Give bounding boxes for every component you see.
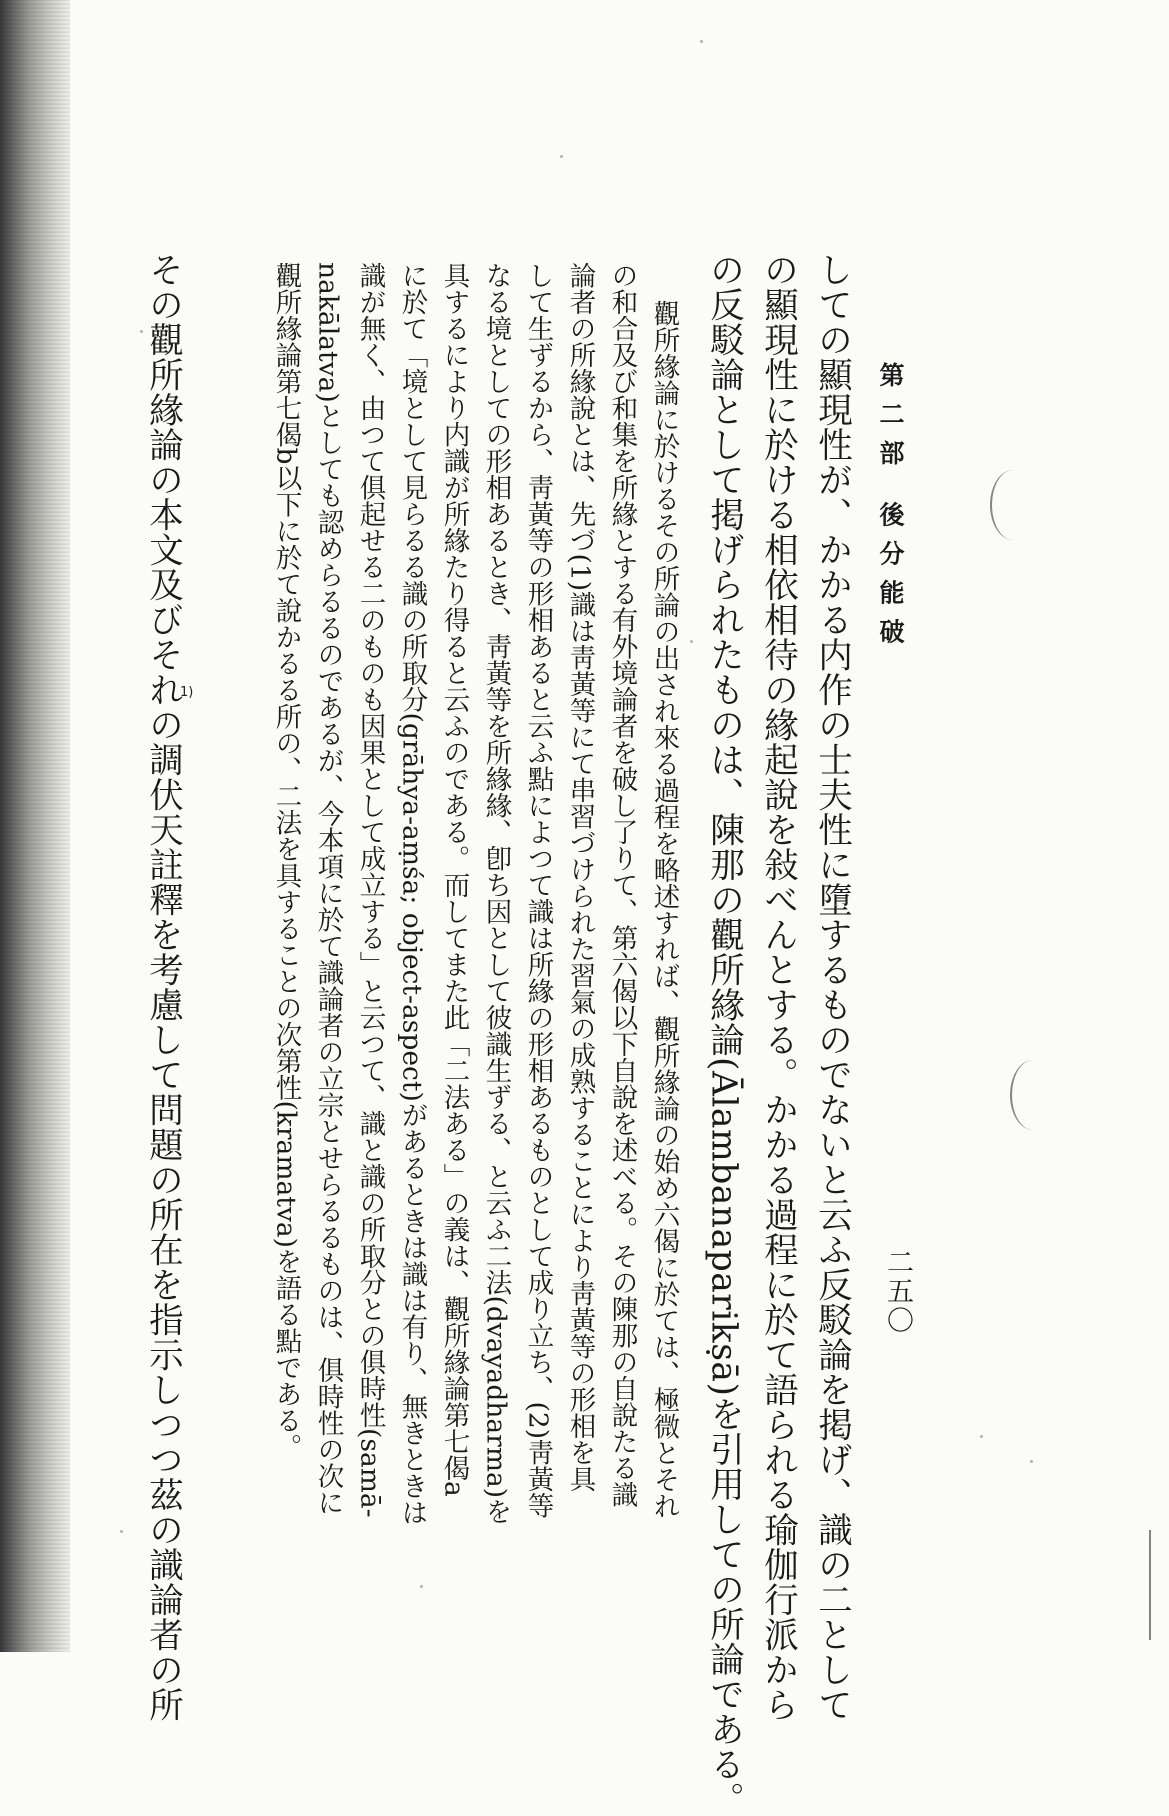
scan-speck bbox=[120, 1530, 123, 1533]
text-column: に於て「境として見らるる識の所取分(grāhya-aṃśa; object-aspect)があるときは識は有り、無きときは bbox=[396, 262, 428, 1526]
scan-edge-line bbox=[1149, 1530, 1151, 1640]
page-number: 二五〇 bbox=[882, 1248, 913, 1335]
scan-speck bbox=[700, 40, 703, 43]
scan-speck bbox=[1030, 1460, 1033, 1463]
scan-speck bbox=[980, 1435, 983, 1438]
text-column: の顯現性に於ける相依相待の緣起說を敍べんとする。かかる過程に於て語られる瑜伽行派から bbox=[757, 252, 798, 1722]
text-column: の反駁論として掲げられたものは、陳那の觀所緣論(Ālambanaparikṣā)を引用しての所論である。 bbox=[703, 252, 744, 1816]
text-column: その觀所緣論の本文及びそれの調伏天註釋を考慮して問題の所在を指示しつつ茲の識論者の所 bbox=[142, 252, 183, 1722]
scan-paren-mark bbox=[1010, 1060, 1056, 1130]
text-column: 具するにより内識が所緣たり得ると云ふのである。而してまた此「二法ある」の義は、觀所緣論第七偈a bbox=[438, 262, 470, 1497]
text-column: nakālatva)としても認めらるるのであるが、今本項に於て識論者の立宗とせらるるものは、俱時性の次に bbox=[312, 262, 344, 1516]
footnote-ref: 1) bbox=[180, 685, 194, 700]
scan-speck bbox=[560, 155, 563, 158]
scan-speck bbox=[690, 640, 693, 643]
text-column: 論者の所緣說とは、先づ(1)識は靑黃等にて串習づけられた習氣の成熟することにより靑黃等の形相を具 bbox=[564, 262, 596, 1493]
text-column: 識が無く、由つて俱起せる二のものも因果として成立する」と云つて、識と識の所取分との俱時性(samā- bbox=[354, 262, 386, 1518]
scan-binding-shadow bbox=[0, 0, 70, 1652]
scan-speck bbox=[420, 1585, 423, 1588]
running-head-title: 第二部 後分能破 bbox=[876, 362, 905, 658]
text-column: の和合及び和集を所緣とする有外境論者を破し了りて、第六偈以下自說を述べる。その陳那の自說たる識 bbox=[606, 262, 638, 1508]
text-column: して生ずるから、靑黃等の形相あると云ふ點によつて識は所緣の形相あるものとして成り立ち、(2)靑黃等 bbox=[522, 262, 554, 1519]
text-column: 觀所緣論に於けるその所論の出され來る過程を略述すれば、觀所緣論の始め六偈に於ては、極微とそれ bbox=[648, 300, 680, 1519]
text-column: 觀所緣論第七偈b以下に於て說かるる所の、二法を具することの次第性(kramatva)を語る點である。 bbox=[270, 262, 302, 1461]
scan-paren-mark bbox=[990, 470, 1036, 540]
text-column: しての顯現性が、かかる内作の士夫性に墮するものでないと云ふ反駁論を掲げ、識の二として bbox=[811, 252, 852, 1722]
text-column: なる境としての形相あるとき、靑黃等を所緣緣、卽ち因として彼識生ずる、と云ふ二法(dvayadharma)を bbox=[480, 262, 512, 1525]
